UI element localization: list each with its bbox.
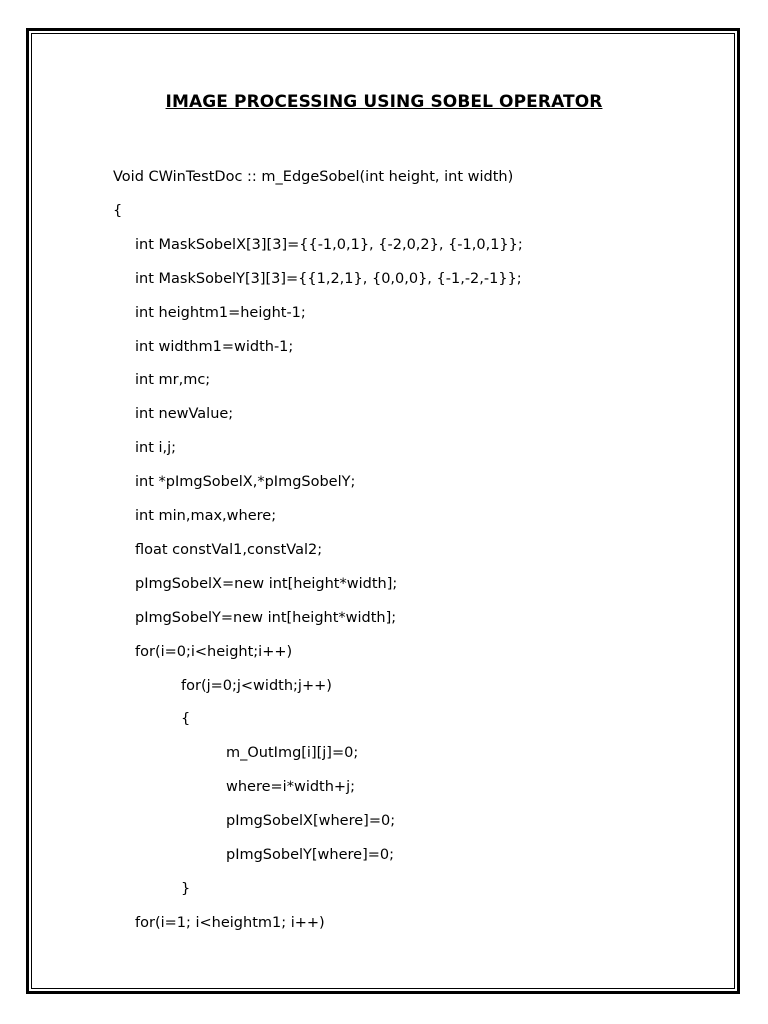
code-line: int i,j;: [135, 440, 177, 457]
code-line: {: [181, 711, 191, 728]
code-line: pImgSobelX[where]=0;: [226, 813, 396, 830]
code-line: for(j=0;j<width;j++): [181, 677, 332, 694]
code-line: float constVal1,constVal2;: [135, 541, 323, 558]
code-line: int newValue;: [135, 406, 234, 423]
code-line: where=i*width+j;: [226, 779, 355, 796]
code-line: {: [113, 202, 123, 219]
code-line: int heightm1=height-1;: [135, 304, 306, 321]
code-line: for(i=0;i<height;i++): [135, 643, 293, 660]
code-line: int *pImgSobelX,*pImgSobelY;: [135, 474, 356, 491]
code-line: int widthm1=width-1;: [135, 338, 294, 355]
code-line: pImgSobelY[where]=0;: [226, 847, 395, 863]
code-line: int MaskSobelX[3][3]={{-1,0,1}, {-2,0,2}, {-1,0,1}};: [135, 236, 523, 253]
code-line: Void CWinTestDoc :: m_EdgeSobel(int height, int width): [113, 169, 514, 185]
code-line: int min,max,where;: [135, 508, 277, 524]
code-line: }: [181, 880, 191, 897]
code-line: int MaskSobelY[3][3]={{1,2,1}, {0,0,0}, {-1,-2,-1}};: [135, 270, 522, 287]
page-title: IMAGE PROCESSING USING SOBEL OPERATOR: [165, 92, 603, 112]
code-line: pImgSobelX=new int[height*width];: [135, 575, 398, 592]
code-line: m_OutImg[i][j]=0;: [226, 745, 359, 762]
code-line: for(i=1; i<heightm1; i++): [135, 914, 325, 931]
code-line: int mr,mc;: [135, 372, 211, 389]
code-line: pImgSobelY=new int[height*width];: [135, 609, 397, 626]
